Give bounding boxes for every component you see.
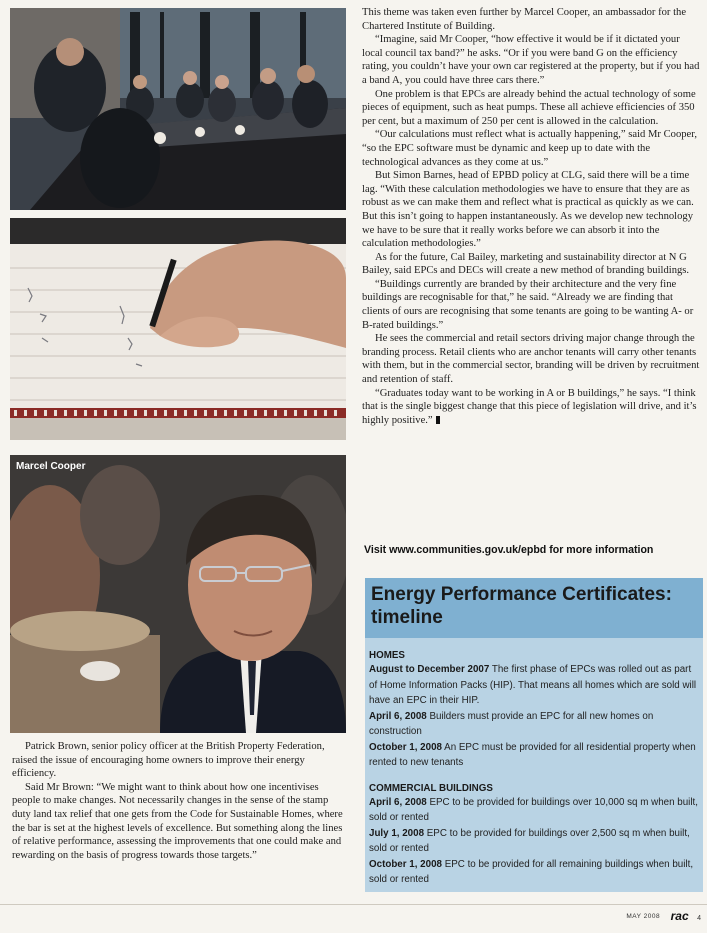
right-paragraph-last-text: “Graduates today want to be working in A or B buildings,” he says. “I think that is the single biggest change that this piece of legislation will drive, and it’s highly positive.” (362, 387, 697, 426)
entry-text: The first phase of EPCs was rolled out as part of Home Information Packs (HIP). That means all homes which are sold will have an EPC in their HIP. (369, 664, 697, 706)
meeting-photo (10, 8, 346, 210)
photo-caption: Marcel Cooper (16, 461, 86, 472)
entry-text: Builders must provide an EPC for all new homes on construction (369, 710, 654, 737)
page-footer (626, 907, 701, 925)
timeline-section-homes (365, 649, 703, 771)
entry-date: October 1, 2008 (369, 858, 442, 870)
right-paragraph: One problem is that EPCs are already behind the actual technology of some pieces of equipment, such as heat pumps. These all achieve efficiencies of 350 per cent, but a maximum of 250 per cent is allowed in the calculation. (362, 88, 696, 127)
entry-text: EPC to be provided for all remaining buildings when built, sold or rented (369, 858, 694, 885)
notebook-photo (10, 218, 346, 440)
timeline-title: Energy Performance Certificates: timeline (371, 584, 672, 628)
end-mark-icon (436, 416, 440, 424)
visit-link[interactable]: Visit www.communities.gov.uk/epbd for more information (364, 544, 654, 556)
timeline-entry (369, 709, 699, 740)
right-paragraph: This theme was taken even further by Marcel Cooper, an ambassador for the Chartered Institute of Building. (362, 7, 687, 32)
right-paragraph-last (362, 387, 702, 428)
right-paragraph: He sees the commercial and retail sectors driving major change through the branding process. Retail clients who are anchor tenants will carry other tenants with them, but in the commercial sector, branding will be driven by recruitment and retention of staff. (362, 333, 700, 386)
entry-text: EPC to be provided for buildings over 10,000 sq m when built, sold or rented (369, 796, 698, 823)
portrait-photo (10, 455, 346, 733)
timeline-title-bar (365, 578, 703, 638)
left-paragraph: Patrick Brown, senior policy officer at the British Property Federation, raised the issue of encouraging home owners to improve their energy efficiency. (12, 741, 325, 780)
right-paragraph: “Buildings currently are branded by their architecture and the very fine buildings are recognisable for that,” he said. “Already we are finding that clients of ours are recognising that some tenants are going to be wanting A- or B-rated buildings.” (362, 278, 694, 331)
right-column-text (362, 6, 702, 427)
entry-date: August to December 2007 (369, 664, 490, 675)
section-heading: COMMERCIAL BUILDINGS (369, 782, 493, 794)
entry-date: April 6, 2008 (369, 796, 427, 808)
left-paragraph: Said Mr Brown: “We might want to think about how one incentivises people to make changes. Not necessarily changes in the sense of the stamp duty land tax relief that one gets from the Code for Sustainable Homes, where the bar is set at the highest levels of excellence. But something along the lines of relative performance, assessing the improvements that one could make and rewarding on the basis of progress towards those targets.” (12, 781, 343, 861)
entry-text: An EPC must be provided for all residential property when rented to new tenants (369, 741, 696, 768)
footer-rule (0, 904, 707, 905)
timeline-entry (369, 662, 699, 709)
timeline-box (365, 578, 703, 892)
entry-date: October 1, 2008 (369, 741, 442, 753)
left-column-text (12, 740, 346, 862)
page-number: 4 (697, 915, 701, 922)
footer-date: MAY 2008 (626, 913, 661, 920)
timeline-entry (369, 795, 699, 826)
entry-text: EPC to be provided for buildings over 2,500 sq m when built, sold or rented (369, 827, 690, 854)
footer-brand-logo: rac (670, 909, 689, 923)
timeline-entry (369, 857, 699, 888)
timeline-entry (369, 826, 699, 857)
entry-date: April 6, 2008 (369, 710, 427, 722)
right-paragraph: As for the future, Cal Bailey, marketing and sustainability director at N G Bailey, said EPCs and DECs will create a new method of branding buildings. (362, 251, 690, 277)
section-heading: HOMES (369, 650, 405, 661)
timeline-section-commercial (365, 782, 703, 888)
right-paragraph: “Imagine, said Mr Cooper, “how effective it would be if it dictated your local council tax band?” he asks. “Or if you were band G on the efficiency rating, you couldn’t have your own car registered at the property, but if you had a band A, you could have three cars there.” (362, 34, 700, 86)
timeline-entry (369, 740, 699, 771)
entry-date: July 1, 2008 (369, 827, 425, 839)
right-paragraph: “Our calculations must reflect what is actually happening,” said Mr Cooper, “so the EPC software must be dynamic and keep up to date with the technological advances as they come at us.” (362, 129, 697, 168)
right-paragraph: But Simon Barnes, head of EPBD policy at CLG, said there will be a time lag. “With these calculation methodologies we have to ensure that they are as robust as we can make them and reflect what is practical as quickly as we can. But this isn’t going to happen instantaneously. As we develop new technology we have to be sure that it really works before we can absorb it into the calculation methodologies.” (362, 170, 694, 250)
